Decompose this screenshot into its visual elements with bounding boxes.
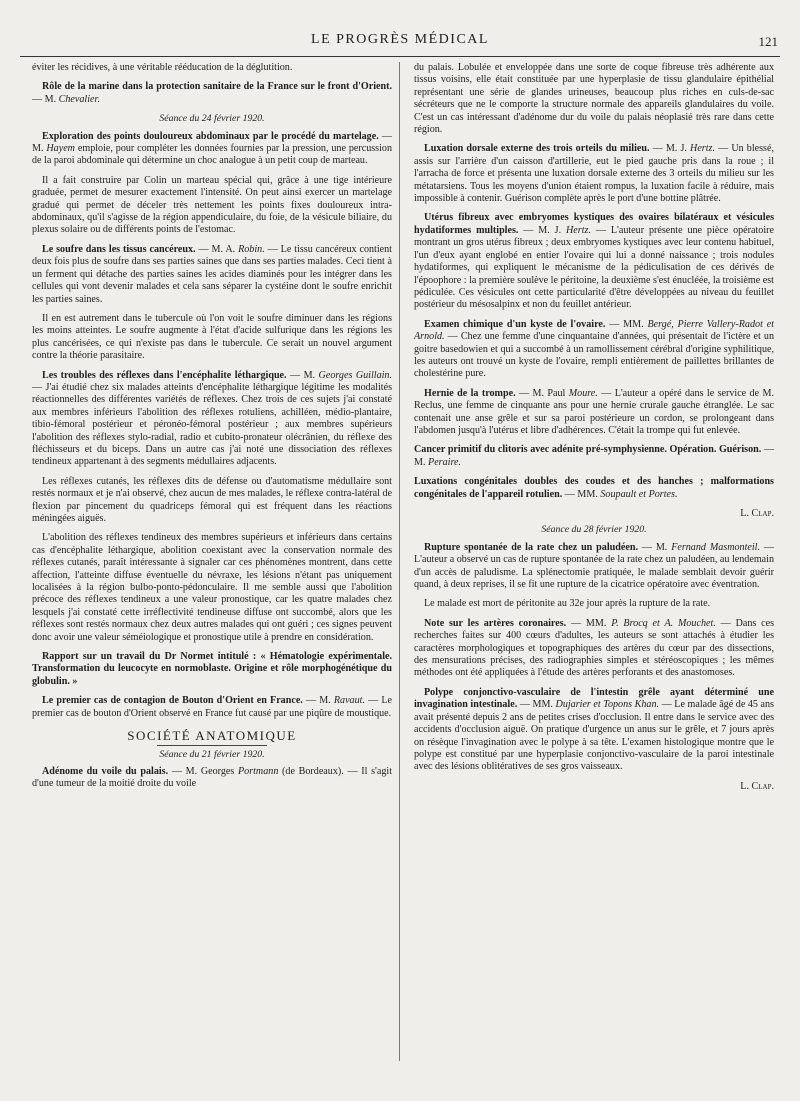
article-author: Chevalier.: [58, 93, 100, 105]
article-title: Rôle de la marine dans la protection sanitaire de la France sur le front d'Orient.: [42, 81, 392, 93]
article-title: Hernie de la trompe.: [424, 387, 516, 399]
paragraph: Il a fait construire par Colin un marteau spécial qui, grâce à une tige intérieure graduée, permet de mesurer exactement l'intensité. On peut ainsi exercer un martelage gradué qui permet de déceler très nettement les points fixes douloureux intra-abdominaux, qu'il s'agisse de la région appendiculaire, du foie, de la vésicule biliaire, du plexus solaire ou de différents points de l'estomac.: [32, 174, 392, 236]
article-normet: [32, 651, 392, 688]
paragraph: Le malade est mort de péritonite au 32e jour après la rupture de la rate.: [424, 598, 711, 610]
article-hernie: Hernie de la trompe. — M. Paul Moure. — L'auteur a opéré dans le service de M. Reclus, une femme de cinquante ans pour une hernie crurale gauche étranglée. Le sac contenait une anse grêle et sur sa paroi postérieure un cordon, se prolongeant dans l'abdomen jusqu'à l'utérus et libre d'adhérences. C'était la trompe qui fut enlevée.: [414, 387, 774, 436]
article-title: Le soufre dans les tissus cancéreux.: [42, 243, 196, 255]
article-author: Hayem: [46, 143, 75, 155]
signature: L. Clap.: [740, 780, 774, 792]
article-marine: Rôle de la marine dans la protection sanitaire de la France sur le front d'Orient. — M. Chevalier.: [32, 81, 392, 105]
article-luxation: Luxation dorsale externe des trois orteils du milieu. — M. J. Hertz. — Un blessé, assis sur l'arrière d'un caisson d'artillerie, eut le pied gauche pris dans la roue ; il l'arracha de force et présenta une luxation dorsale externe des 3 orteils du milieu sur les métatarsiens. Tous les moyens d'union étaient rompus, la luxation facile à réduire, mais impossible à contenir. Guérison complète après le port d'une bottine plâtrée.: [414, 143, 774, 205]
article-title: Utérus fibreux avec embryomes kystiques des ovaires bilatéraux et vésicules hydatiformes multiples.: [414, 212, 774, 236]
session-date: Séance du 21 février 1920.: [159, 748, 265, 760]
page-header: [20, 30, 780, 57]
article-title: Note sur les artères coronaires.: [424, 617, 567, 629]
column-divider: [399, 62, 400, 1061]
article-title: Adénome du voile du palais.: [42, 765, 169, 777]
article-author: Peraire.: [428, 456, 462, 468]
paragraph: éviter les récidives, à une véritable rééducation de la déglutition.: [32, 62, 293, 73]
heading-rule: [157, 745, 267, 746]
article-exploration: Exploration des points douloureux abdominaux par le procédé du martelage. — M. Hayem emploie, pour compléter les données fournies par la pression, une percussion de la paroi abdominale qui détermine un choc analogue à un petit coup de marteau.: [32, 130, 392, 167]
article-title: Luxation dorsale externe des trois orteils du milieu.: [424, 143, 650, 155]
article-soufre: Le soufre dans les tissus cancéreux. — M. A. Robin. — Le tissu cancéreux contient deux fois plus de soufre dans ses parties saines que dans ses parties malades. Ceci tient à un ferment qui détache des parties saines les acides diaminés pour les intégrer dans les cellules qui vont devenir malades et cela sans séparer la cystéine dont le soufre enrichit les parties saines.: [32, 243, 392, 305]
article-cancer: Cancer primitif du clitoris avec adénite pré-symphysienne. Opération. Guérison. — M. Peraire.: [414, 444, 774, 468]
article-uterus: Utérus fibreux avec embryomes kystiques des ovaires bilatéraux et vésicules hydatiformes multiples. — M. J. Hertz. — L'auteur présente une pièce opératoire montrant un gros utérus fibreux ; deux embryomes kystiques avec leur contenu habituel, l'un d'eux ayant englobé en entier l'ovaire qui lui a donné naissance ; trois nodules hydatiformes, qui expliquent le mécanisme de la pédiculisation de ces dérivés de l'époophore : la première soulève le péritoine, la deuxième s'est énucléée, la troisième est pédiculée. Ces vésicules ont cette particularité d'être développées au niveau du feuillet postérieur du mésosalpinx et non du feuillet antérieur.: [414, 212, 775, 311]
signature: L. Clap.: [740, 508, 774, 519]
session-date: Séance du 28 février 1920.: [541, 524, 647, 536]
article-title: Examen chimique d'un kyste de l'ovaire.: [424, 318, 606, 330]
paragraph: Il en est autrement dans le tubercule où l'on voit le soufre diminuer dans les régions les moins atteintes. Le soufre augmente à l'état d'acide sulfurique dans les régions les plus cancérisées, ce qui n'existe pas dans le tubercule. Ce serait un nouvel argument contre la théorie parasitaire.: [32, 312, 392, 362]
article-title: Rapport sur un travail du Dr Normet intitulé : « Hématologie expérimentale. Transformation du leucocyte en normoblaste. Origine et rôle morphogénétique du globulin. »: [32, 651, 392, 687]
article-author: Georges Guillain.: [318, 369, 392, 381]
paragraph: L'abolition des réflexes tendineux des membres supérieurs et inférieurs dans certains cas d'encéphalite léthargique, abolition coexistant avec la conservation normale des réflexes cutanés, paraît intéressante à signaler car ces phénomènes montrent, dans cette affection, l'atteinte diffuse éventuelle du névraxe, les lésions n'étant pas uniquement localisées à la région bulbo-ponto-pédonculaire. Il me semble aussi que l'abolition précoce des réflexes tendineux a une valeur pronostique, car les quatre malades chez lesquels j'ai constaté cette irréflectivité tendineuse diffuse ont succombé, alors que les réflexes sont restés normaux chez deux autres malades qui ont guéri ; ces signes peuvent donc avoir une valeur séméiologique et pronostique utile à prendre en considération.: [32, 532, 392, 643]
article-author: Portmann: [237, 765, 279, 777]
paragraph: Les réflexes cutanés, les réflexes dits de défense ou d'automatisme médullaire sont restés normaux et je n'ai observé, chez aucun de mes malades, le réflexe contra-latéral de flexion par pincement du quadriceps fémoral qui est fréquent dans les réactions méningées aiguës.: [32, 475, 392, 524]
article-title: Exploration des points douloureux abdominaux par le procédé du martelage.: [42, 130, 379, 142]
article-author: Hertz.: [690, 143, 715, 155]
article-kyste: Examen chimique d'un kyste de l'ovaire. — MM. Bergé, Pierre Vallery-Radot et Arnold. — Chez une femme d'une cinquantaine d'années, qui présentait de l'ictère et un goitre basedowien et qui a succombé à un ramollissement cérébral d'origine syphilitique, les auteurs ont trouvé un kyste de l'ovaire, rempli entièrement de paillettes brillantes de cholestérine pure.: [414, 318, 774, 380]
article-author: Hertz.: [566, 224, 591, 236]
article-author: Moure.: [568, 387, 598, 399]
article-title: Polype conjonctivo-vasculaire de l'intestin grêle ayant déterminé une invagination intestinale.: [414, 686, 774, 711]
article-title: Rupture spontanée de la rate chez un paludéen.: [424, 541, 638, 553]
article-author: Robin.: [238, 243, 265, 255]
article-title: Luxations congénitales doubles des coudes et des hanches ; malformations congénitales de l'appareil rotulien.: [414, 476, 774, 500]
article-reflexes: Les troubles des réflexes dans l'encéphalite léthargique. — M. Georges Guillain. — J'ai étudié chez six malades atteints d'encéphalite léthargique légitime les modalités réactionnelles des différentes variétés de réflexes. Chez trois de ces sujets j'ai constaté aux membres inférieurs l'abolition des réflexes rotuliens, achilléen, médio-plantaire, tibio-fémoral postérieur et péronéo-fémoral postérieur ; aux membres supérieurs l'abolition des réflexes stylo-radial, radio et cubito-pronateur olécrânien, du réflexe des fléchisseurs et du biceps. Dans un autre cas j'ai noté une dissociation des réflexes tendineux appartenant à des segments médullaires adjacents.: [32, 369, 392, 468]
article-author: Bergé, Pierre Vallery-Radot et Arnold.: [414, 318, 774, 343]
page-number: 121: [758, 34, 778, 49]
article-author: P. Brocq et A. Mouchet.: [611, 617, 716, 629]
left-column: [32, 62, 392, 798]
article-title: Les troubles des réflexes dans l'encéphalite léthargique.: [42, 369, 287, 381]
article-title: Cancer primitif du clitoris avec adénite pré-symphysienne. Opération. Guérison.: [414, 444, 762, 456]
session-date: Séance du 24 février 1920.: [159, 113, 265, 125]
article-author: Ravaut.: [333, 695, 365, 707]
article-author: Fernand Masmonteil.: [671, 541, 761, 553]
article-author: Dujarier et Topons Khan.: [555, 699, 660, 711]
article-polype: Polype conjonctivo-vasculaire de l'intestin grêle ayant déterminé une invagination intestinale. — MM. Dujarier et Topons Khan. — Le malade âgé de 45 ans avait présenté depuis 2 ans de petites crises d'occlusion. Il entre dans le service avec des accidents d'occlusion aiguë. On pratique d'urgence un anus sur le grêle, et 7 jours après on résèque l'invagination avec le polype à sa tête. L'examen histologique montre que le polype est constitué par une hyperplasie conjonctivo-vasculaire de la paroi intestinale avec des lésions oblitératives de ses gros vaisseaux.: [414, 686, 774, 773]
paragraph: du palais. Lobulée et enveloppée dans une sorte de coque fibreuse très adhérente aux tissus voisins, elle était constituée par une hyperplasie de tissu glandulaire épithélial représentant une série de glandes urineuses, beaucoup plus riches en culs-de-sac sécréteurs que ne le comporte la structure normale des appareils glandulaires du voile. C'est un cas intéressant d'adénome dur du voile du palais néoplasié très rare dans cette région.: [414, 62, 774, 136]
article-luxations-congenitales: Luxations congénitales doubles des coudes et des hanches ; malformations congénitales de l'appareil rotulien. — MM. Soupault et Portes.: [414, 476, 774, 500]
article-arteres: Note sur les artères coronaires. — MM. P. Brocq et A. Mouchet. — Dans ces recherches faites sur 400 cœurs d'adultes, les auteurs se sont attachés à étudier les caractères morphologiques et topographiques des artères du cœur par des dissections, des mensurations précises, des radiographies simples et stéréoscopiques ; les mêmes méthodes ont été appliquées à l'étude des artères perforants et des anastomoses.: [414, 617, 775, 679]
running-title: LE PROGRÈS MÉDICAL: [311, 32, 489, 47]
article-author: Soupault et Portes.: [600, 488, 678, 500]
right-column: [414, 62, 774, 797]
society-heading: SOCIÉTÉ ANATOMIQUE: [127, 728, 297, 744]
article-bouton: Le premier cas de contagion de Bouton d'Orient en France. — M. Ravaut. — Le premier cas de bouton d'Orient observé en France fut causé par une piqûre de moustique.: [32, 695, 392, 719]
article-rupture: Rupture spontanée de la rate chez un paludéen. — M. Fernand Masmonteil. — L'auteur a observé un cas de rupture spontanée de la rate chez un paludéen, au lendemain d'un accès de paludisme. La splénectomie pratiquée, le malade semblait devoir guérir quand, à deux reprises, il se fit une rupture de la cicatrice opératoire avec éventration.: [414, 541, 774, 591]
article-title: Le premier cas de contagion de Bouton d'Orient en France.: [42, 695, 303, 707]
article-adenome: Adénome du voile du palais. — M. Georges Portmann (de Bordeaux). — Il s'agit d'une tumeur de la moitié droite du voile: [32, 765, 393, 790]
